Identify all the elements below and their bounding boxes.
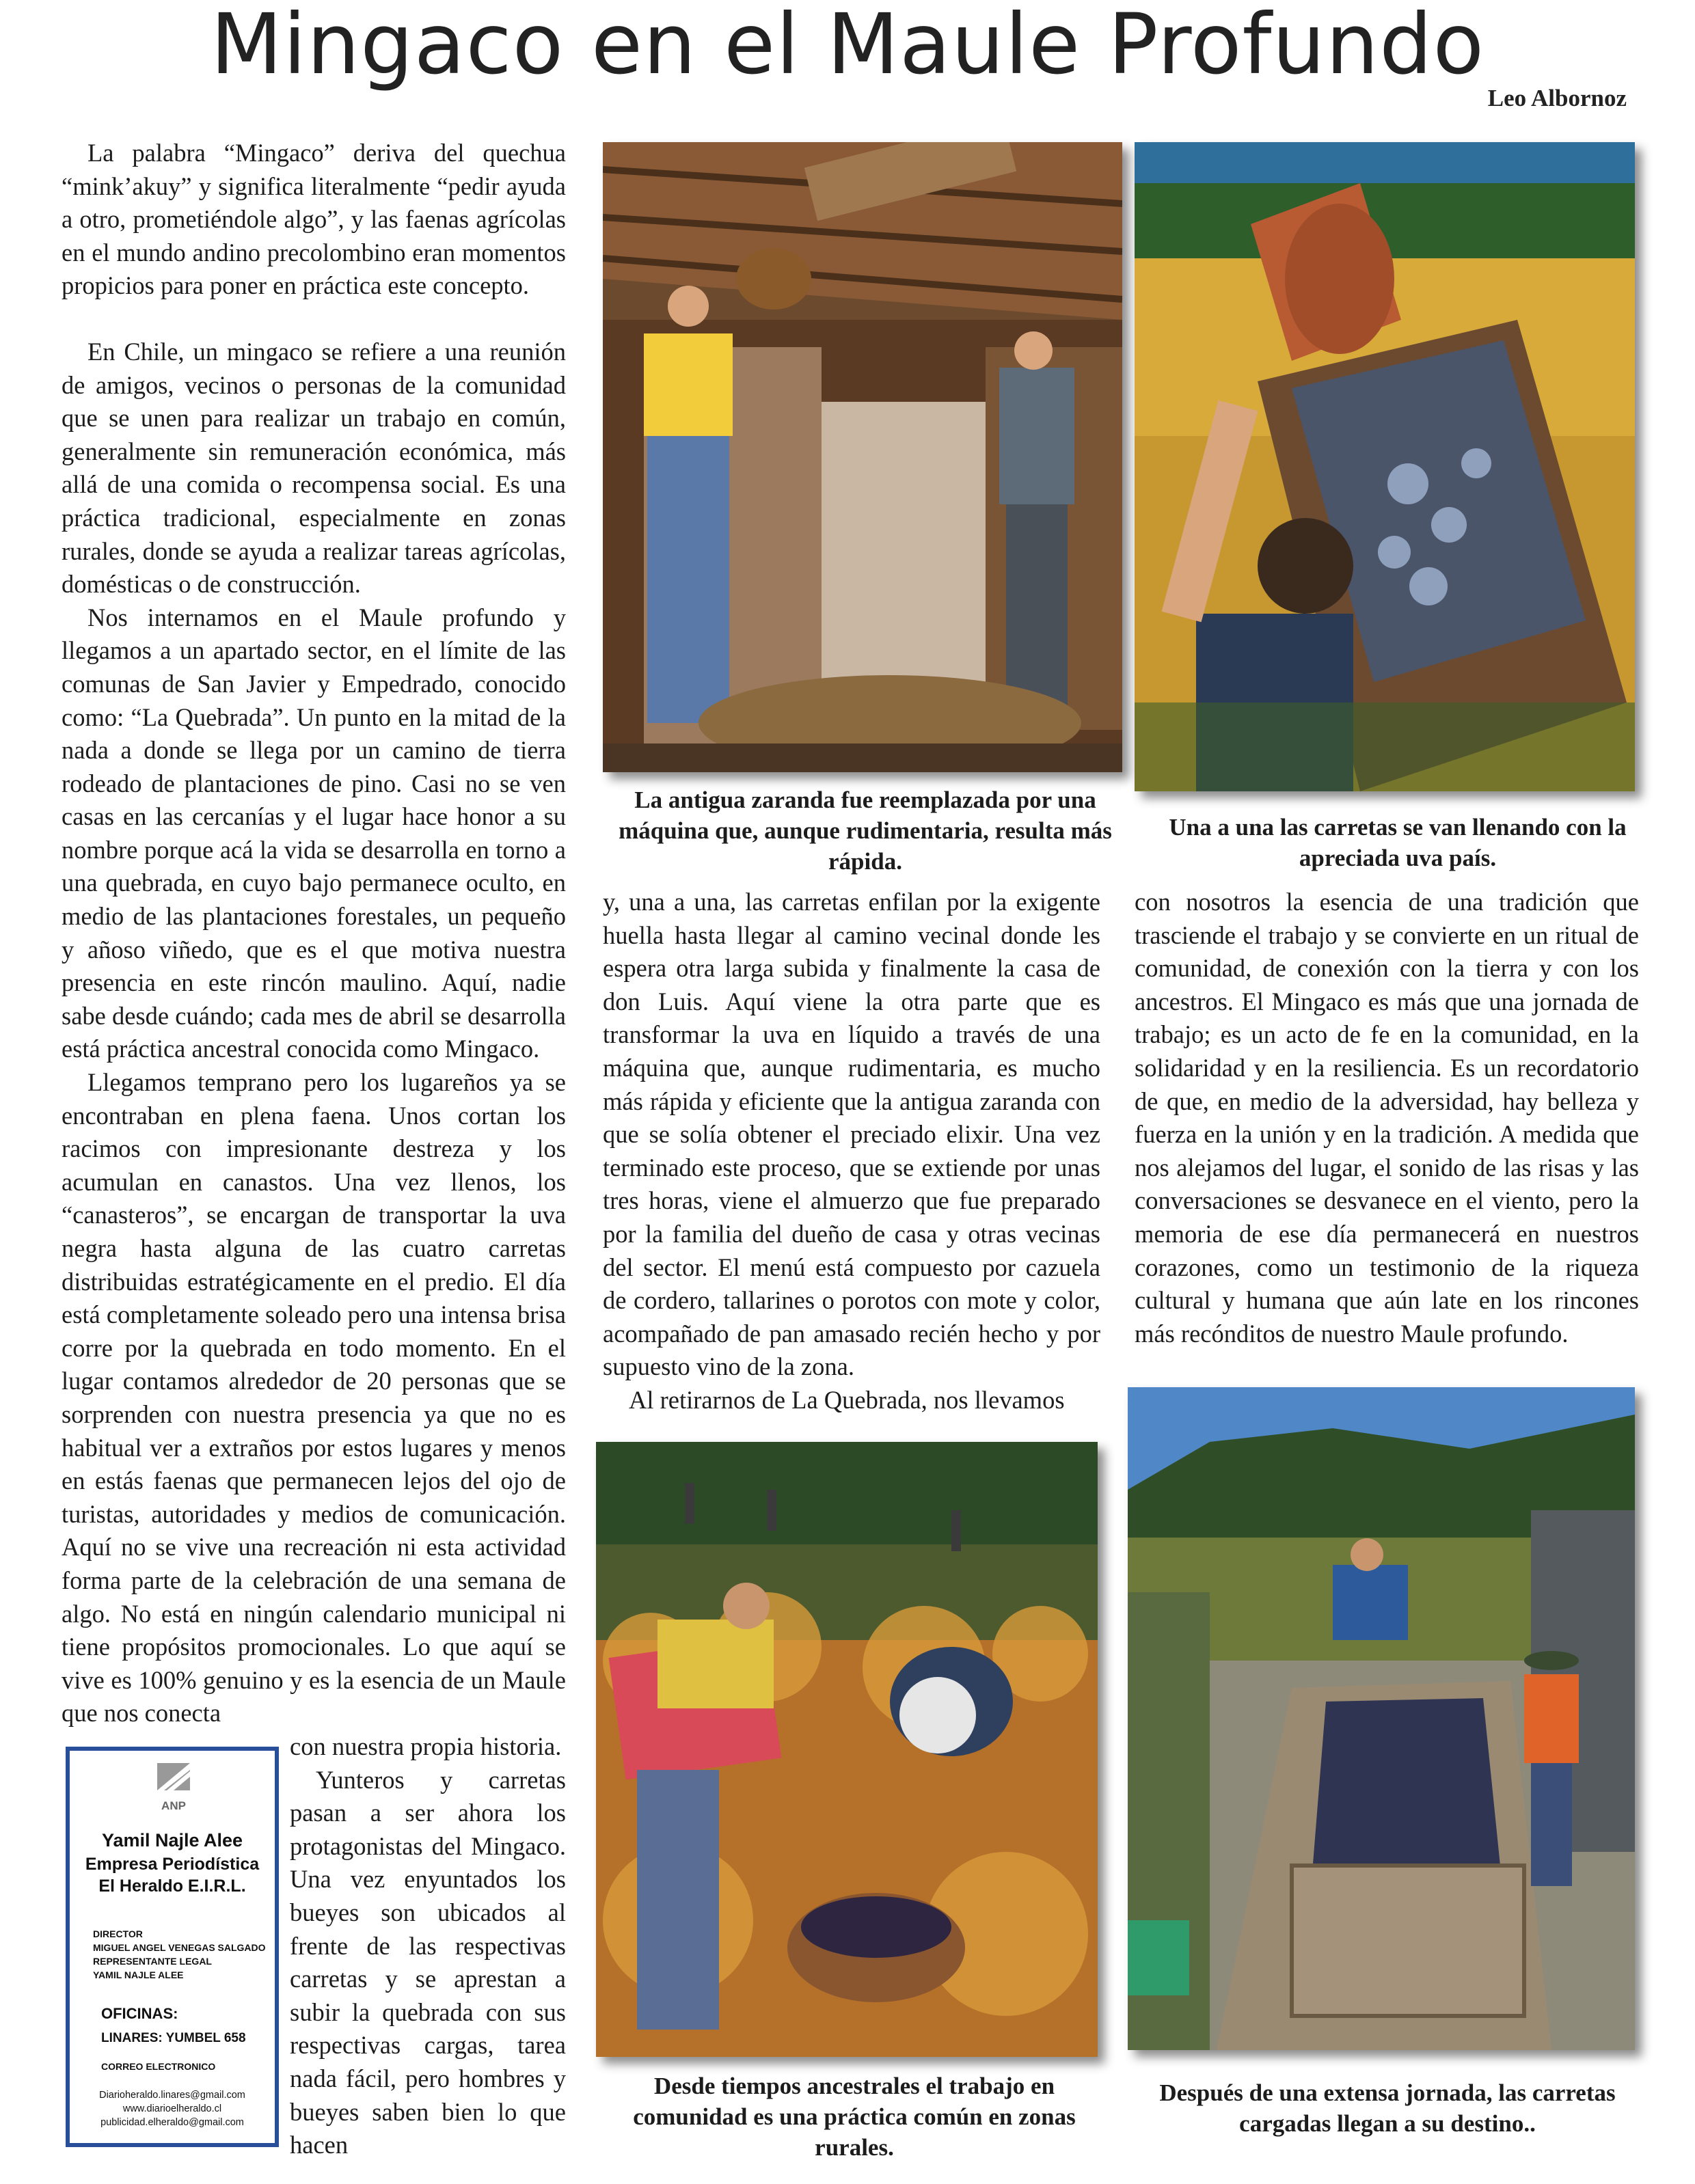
article-column-2 (603, 886, 1100, 1417)
publisher-info-box (66, 1747, 279, 2147)
offices-value: LINARES: YUMBEL 658 (101, 2031, 246, 2045)
photo-zaranda-barn (603, 142, 1122, 772)
photo-boy-bucket-cart (1135, 142, 1635, 791)
paragraph: con nosotros la esencia de una tradición que trasciende el trabajo y se convierte en un ritual de comunidad, de conexión con la tierra y con los ancestros. El Mingaco es más que una jornada de trabajo; es un acto de fe en la comunidad, en la solidaridad y en la resiliencia. Es un recordatorio de que, en medio de la adversidad, hay belleza y fuerza en la unión y en la tradición. A medida que nos alejamos del lugar, el sonido de las risas y las conversaciones se desvanece en el viento, pero la memoria de ese día permanecerá en nuestros corazones, como un testimonio de la riqueza cultural y humana que aún late en los rincones más recónditos de nuestro Maule profundo. (1135, 888, 1639, 1348)
offices-label: OFICINAS: (101, 2005, 178, 2022)
photo-carts-arrival (1128, 1387, 1635, 2050)
caption-photo-4: Después de una extensa jornada, las carretas cargadas llegan a su destino.. (1159, 2079, 1616, 2137)
paragraph: Nos internamos en el Maule profundo y llegamos a un apartado sector, en el límite de las comunas de San Javier y Empedrado, conocido como: “La Quebrada”. Un punto en la mitad de la nada a donde se llega por un camino de tierra rodeado de plantaciones de pino. Casi no se ven casas en las cercanías y el lugar hace honor a su nombre porque acá la vida se desarrolla en torno a una quebrada, en cuyo bajo permanece oculto, en medio de las plantaciones forestales, un pequeño y añoso viñedo, que es el que motiva nuestra presencia en este rincón maulino. Aquí, nadie sabe desde cuándo; cada mes de abril se desarrolla está práctica ancestral conocida como Mingaco. (62, 603, 566, 1063)
paragraph: En Chile, un mingaco se refiere a una reunión de amigos, vecinos o personas de la comunidad que se unen para realizar un trabajo en común, generalmente sin remuneración económica, más allá de una comida o recompensa social. Es una práctica tradicional, especialmente en zonas rurales, donde se ayuda a realizar tareas agrícolas, domésticas o de construcción. (62, 337, 566, 599)
paragraph: Yunteros y carretas pasan a ser ahora los protagonistas del Mingaco. Una vez enyuntados los bueyes son ubicados al frente de las respectivas carretas y se aprestan a subir la quebrada con sus respectivas cargas, tarea nada fácil, pero hombres y bueyes saben bien lo que hacen (290, 1765, 566, 2159)
author-byline: Leo Albornoz (1487, 85, 1627, 111)
paragraph: con nuestra propia historia. (290, 1732, 562, 1760)
caption-photo-2: Una a una las carretas se van llenando con la apreciada uva país. (1169, 814, 1627, 871)
director-label: DIRECTOR (93, 1928, 143, 1939)
paragraph: Llegamos temprano pero los lugareños ya se encontraban en plena faena. Unos cortan los racimos con impresionante destreza y los acumulan en canastos. Una vez llenos, los “canasteros”, se encargan de transportar la uva negra hasta alguna de las cuatro carretas distribuidas estratégicamente en el predio. El día está completamente soleado pero una intensa brisa corre por la quebrada en todo momento. En el lugar contamos alrededor de 20 personas que se sorprenden con nuestra presencia ya que no es habitual ver a extraños por estos lugares y menos en estás faenas que permanecen lejos del ojo de turistas, autoridades y medios de comunicación. Aquí no se vive una recreación ni esta actividad forma parte de la celebración de una semana de algo. No está en ningún calendario municipal ni tiene propósitos promocionales. Lo que aquí se vive es 100% genuino y es la esencia de un Maule que nos conecta (62, 1068, 566, 1728)
director-name: MIGUEL ANGEL VENEGAS SALGADO (93, 1942, 266, 1953)
company-line-2: El Heraldo E.I.R.L. (98, 1876, 246, 1896)
rep-name: YAMIL NAJLE ALEE (93, 1969, 184, 1980)
paragraph: Al retirarnos de La Quebrada, nos llevamos (629, 1385, 1065, 1414)
publisher-name: Yamil Najle Alee (101, 1830, 243, 1851)
website[interactable]: www.diarioelheraldo.cl (122, 2103, 222, 2114)
company-line-1: Empresa Periodística (85, 1855, 260, 1874)
caption-photo-1: La antigua zaranda fue reemplazada por una máquina que, aunque rudimentaria, resulta más rápida. (619, 787, 1112, 875)
email-1[interactable]: Diarioheraldo.linares@gmail.com (99, 2090, 245, 2101)
email-label: CORREO ELECTRONICO (101, 2061, 216, 2072)
paragraph: y, una a una, las carretas enfilan por la exigente huella hasta llegar al camino vecinal donde les espera otra larga subida y finalmente la casa de don Luis. Aquí viene la otra parte que es transformar la uva en líquido a través de una máquina que, aunque rudimentaria, es mucho más rápida y eficiente que la antigua zaranda con que se solía obtener el preciado elixir. Una vez terminado este proceso, que se extiende por unas tres horas, viene el almuerzo que fue preparado por la familia del dueño de casa y otras vecinas del sector. El menú está compuesto por cazuela de cordero, tallarines o porotos con mote y color, acompañado de pan amasado recién hecho y por supuesto vino de la zona. (603, 888, 1100, 1381)
article-column-3 (1135, 886, 1639, 1350)
article-column-1-narrow (290, 1730, 566, 2162)
anp-logo-icon (153, 1762, 194, 1797)
article-column-1 (62, 137, 566, 1730)
caption-photo-3: Desde tiempos ancestrales el trabajo en comunidad es una práctica común en zonas rurales. (633, 2073, 1076, 2161)
paragraph: La palabra “Mingaco” deriva del quechua “mink’akuy” y significa literalmente “pedir ayuda a otro, prometiéndole algo”, y las faenas agrícolas en el mundo andino precolombino eran momentos propicios para poner en práctica este concepto. (62, 139, 566, 300)
rep-label: REPRESENTANTE LEGAL (93, 1956, 212, 1967)
page-title: Mingaco en el Maule Profundo (210, 0, 1485, 93)
photo-vineyard-harvest (596, 1442, 1098, 2057)
anp-logo-text: ANP (161, 1799, 186, 1812)
email-2[interactable]: publicidad.elheraldo@gmail.com (100, 2117, 244, 2128)
anp-logo (146, 1762, 201, 1813)
